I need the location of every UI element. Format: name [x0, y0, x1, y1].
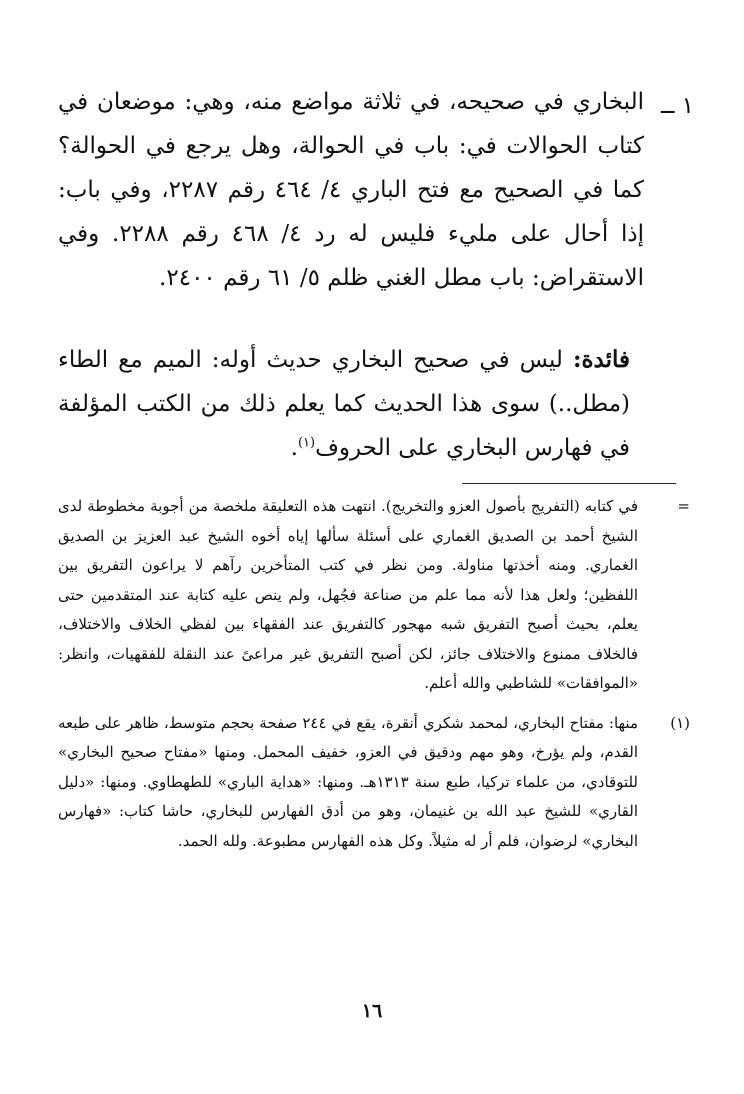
item-number: ١ ــ [660, 93, 694, 119]
footnote-continuation [58, 492, 688, 699]
benefit-end: . [290, 435, 298, 461]
footnote-1 [58, 709, 688, 857]
footnote-1-marker: (١) [670, 713, 690, 732]
footnote-reference: (١) [297, 435, 316, 451]
page-number: ١٦ [361, 1000, 383, 1022]
benefit-label: فائدة: [572, 346, 630, 373]
main-text-block [58, 80, 694, 300]
footnote-1-text: منها: مفتاح البخاري، لمحمد شكري أنقرة، يقع في ٢٤٤ صفحة بحجم متوسط، ظاهر على طبعه القدم، ولم يؤرخ، وهو مهم ودقيق في العزو، خفيف المحمل. ومنها «مفتاح صحيح البخاري» للتوقادي، من علماء تركيا، طبع سنة ١٣١٣هـ. ومنها: «هداية الباري» للطهطاوي. ومنها: «دليل القاري» للشيخ عبد الله بن غنيمان، وهو من أدق الفهارس للبخاري، حاشا كتاب: «فهارس البخاري» لرضوان، فلم أر له مثيلاً. وكل هذه الفهارس مطبوعة. ولله الحمد. [58, 713, 638, 850]
continuation-text: في كتابه (التفريج بأصول العزو والتخريج). انتهت هذه التعليقة ملخصة من أجوبة مخطوطة لدى الشيخ أحمد بن الصديق الغماري على أسئلة سألها إياه أخوه الشيخ عبد العزيز بن الصديق الغماري. ومنه أخذتها مناولة. ومن نظر في كتب المتأخرين رآهم لا يراعون التفريق بين اللفظين؛ ولعل هذا لأنه مما علم من صناعة فجُهل، ولم ينص عليه كتابة عند المتقدمين حتى يعلم، بحيث أصبح التفريق شبه مهجور كالتفريق عند الفقهاء بين لفظي الخلاف والاختلاف، فالخلاف ممنوع والاختلاف جائز، لكن أصبح التفريق غير مراعىً عند النقلة للفقهيات، وانظر: «الموافقات» للشاطبي والله أعلم. [58, 497, 638, 692]
footnote-separator [462, 483, 676, 484]
benefit-text: ليس في صحيح البخاري حديث أوله: الميم مع الطاء (مطل..) سوى هذا الحديث كما يعلم ذلك من الكتب المؤلفة في فهارس البخاري على الحروف [58, 347, 630, 461]
source-item [58, 80, 694, 300]
item-text: البخاري في صحيحه، في ثلاثة مواضع منه، وهي: موضعان في كتاب الحوالات في: باب في الحوالة، وهل يرجع في الحوالة؟ كما في الصحيح مع فتح الباري ٤/ ٤٦٤ رقم ٢٢٨٧، وفي باب: إذا أحال على مليء فليس له رد ٤/ ٤٦٨ رقم ٢٢٨٨. وفي الاستقراض: باب مطل الغني ظلم ٥/ ٦١ رقم ٢٤٠٠. [58, 89, 645, 291]
benefit-paragraph [58, 338, 630, 470]
continuation-marker: = [677, 497, 690, 515]
footnotes-block [58, 492, 688, 856]
